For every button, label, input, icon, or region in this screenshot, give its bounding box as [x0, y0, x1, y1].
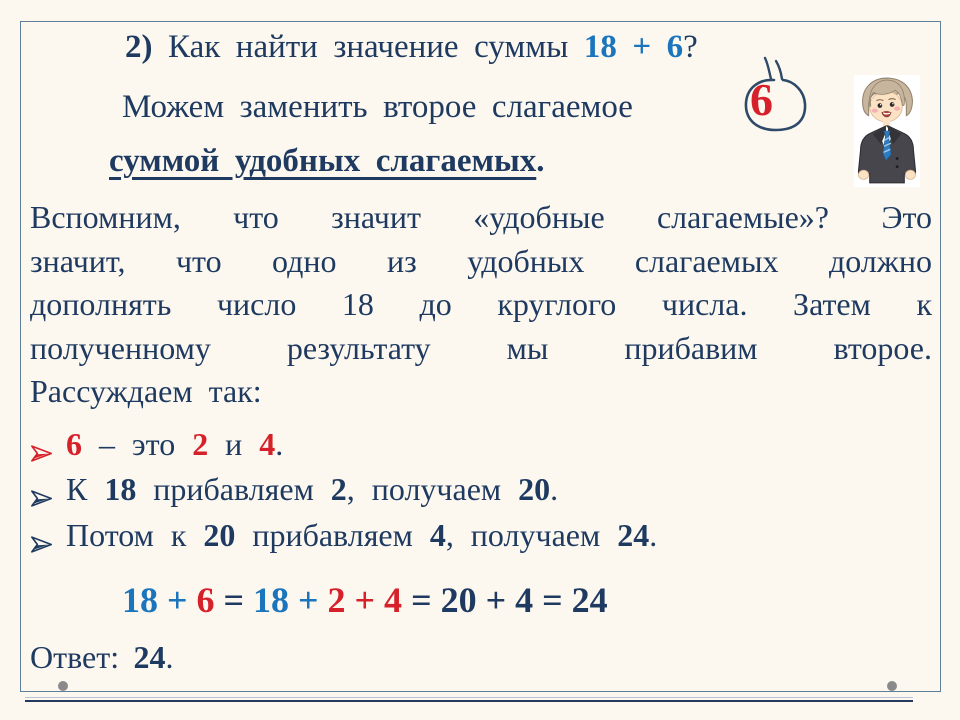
title-number: 2) [125, 29, 153, 65]
paragraph-line: дополнять число 18 до круглого числа. Затем к [30, 286, 932, 322]
bullet-item-3 [30, 515, 930, 563]
circled-number: 6 [750, 74, 773, 125]
answer-period: . [165, 639, 174, 675]
equation-line [122, 580, 608, 620]
paragraph-line: значит, что одно из удобных слагаемых должно [30, 242, 932, 279]
schoolboy-illustration [854, 75, 920, 187]
footer-divider [25, 697, 913, 702]
bullet-text: К 18 прибавляем 2, получаем 20. [66, 471, 559, 507]
footer-dot-left [58, 681, 68, 691]
equation-segment: 18 + [122, 580, 197, 620]
arrowhead-bullet-icon [30, 477, 54, 517]
equation-segment: 6 [196, 580, 215, 620]
title-line3-period: . [536, 143, 545, 179]
paragraph-line: полученному результату мы прибавим второе. [30, 329, 932, 366]
answer-label: Ответ: [30, 639, 120, 675]
title-line-3 [109, 142, 545, 180]
title-question-text: Как найти значение суммы [168, 29, 569, 65]
equation-segment: 18 + [253, 580, 328, 620]
title-line-2 [122, 88, 633, 126]
bullet-text: Потом к 20 прибавляем 4, получаем 24. [66, 517, 658, 553]
footer-divider-thick-line [25, 700, 913, 703]
title-line-1 [125, 28, 698, 66]
body-paragraph [30, 196, 932, 414]
arrowhead-bullet-icon [30, 432, 54, 472]
title-question-mark: ? [683, 29, 698, 65]
title-sum-expression: 18 + 6 [583, 29, 684, 65]
bullet-item-1 [30, 424, 930, 472]
answer-value: 24 [133, 639, 166, 675]
arrowhead-bullet-icon [30, 523, 54, 563]
footer-dot-right [887, 681, 897, 691]
title-line2-text: Можем заменить второе слагаемое [122, 89, 633, 125]
paragraph-line: Рассуждаем так: [30, 373, 262, 409]
schoolboy-cartoon-icon [854, 75, 920, 187]
equation-segment: = 20 + 4 = 24 [402, 580, 608, 620]
footer-divider-thin-line [25, 697, 913, 698]
equation-segment: 2 + 4 [327, 580, 403, 620]
bullet-item-2 [30, 469, 930, 517]
bullet-text: 6 – это 2 и 4. [66, 426, 284, 462]
paragraph-line: Вспомним, что значит «удобные слагаемые»? Это [30, 199, 932, 235]
title-underlined-phrase: суммой удобных слагаемых [109, 143, 537, 179]
answer-line [30, 638, 174, 676]
equation-segment: = [214, 580, 254, 620]
